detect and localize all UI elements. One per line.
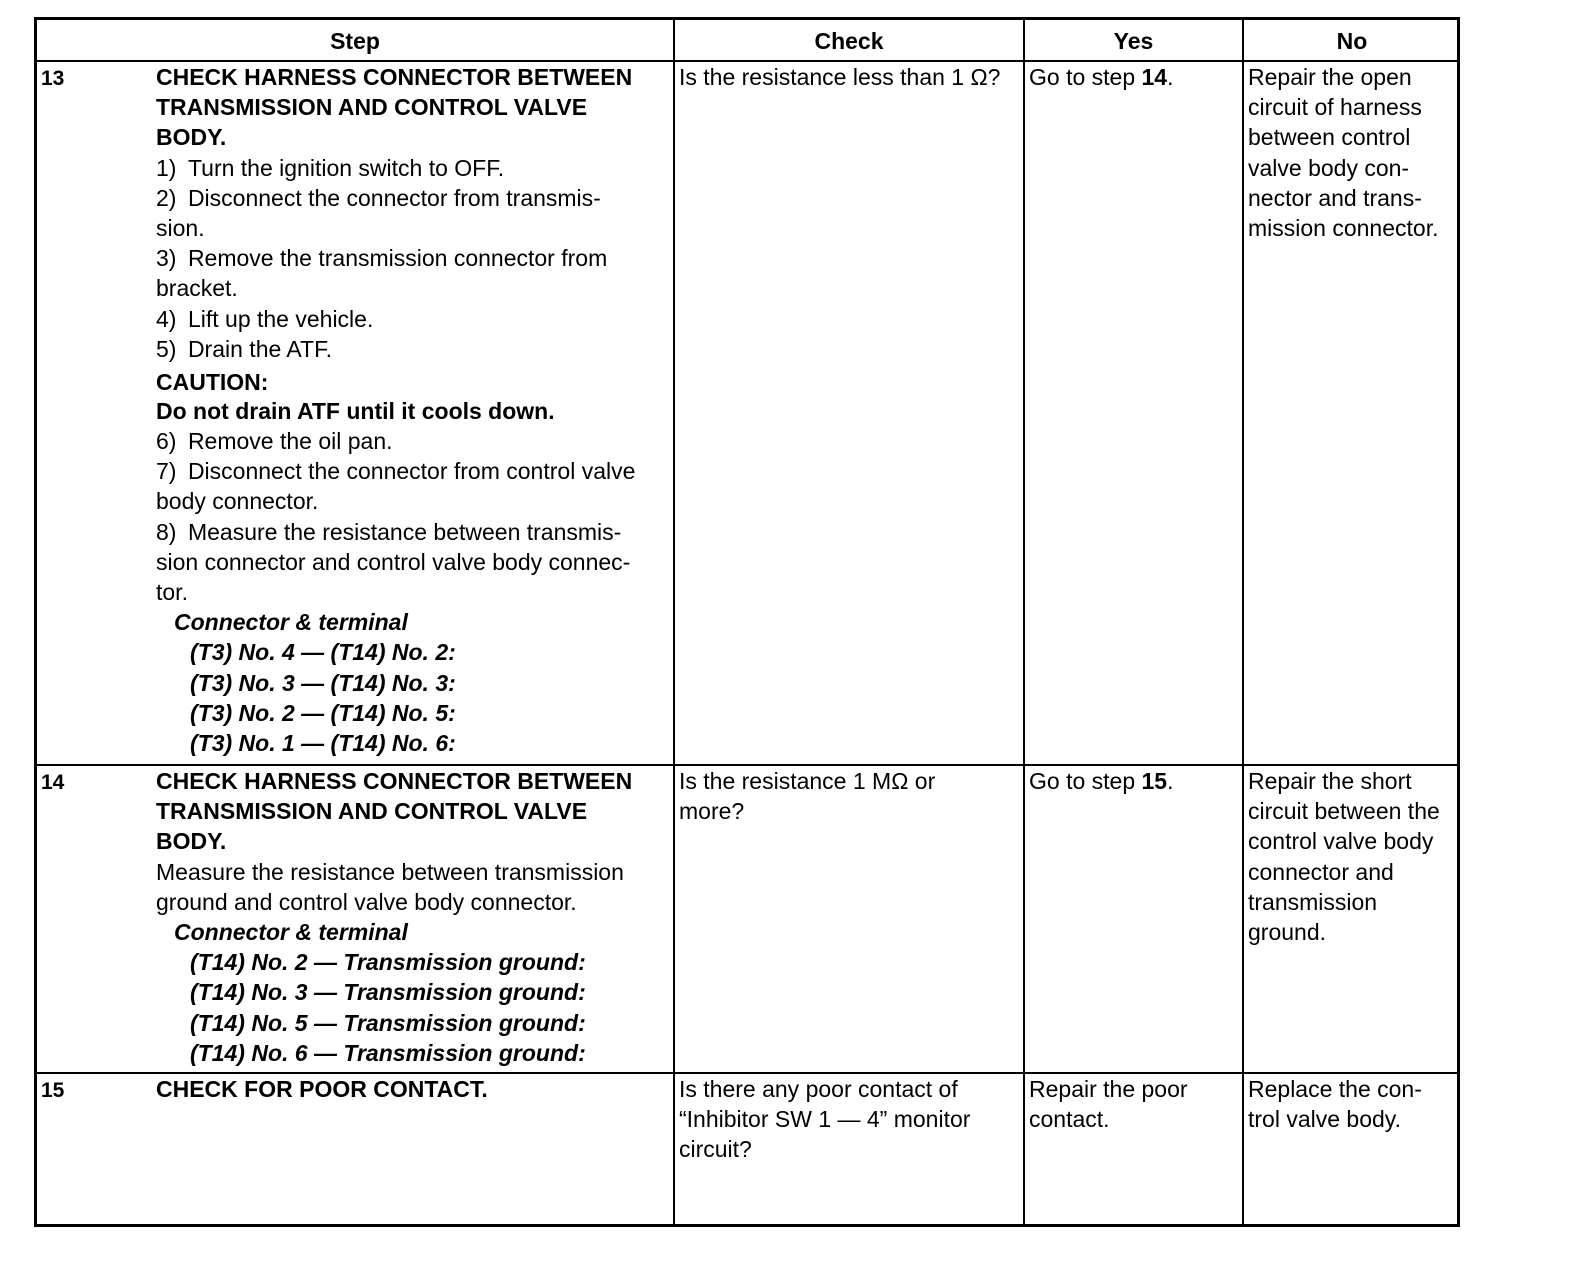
check-cell: Is the resistance less than 1 Ω? [679, 64, 1001, 90]
column-divider [1023, 20, 1025, 1224]
spec-item: (T14) No. 2 — Transmission ground: [190, 949, 586, 976]
step-link: 14 [1141, 64, 1168, 90]
no-cell: Repair the open circuit of harness between control valve body con- nector and trans- mission connector. [1248, 64, 1439, 242]
column-divider [1242, 20, 1244, 1224]
procedure-lines: Measure the resistance between transmission ground and control valve body connector. [156, 858, 624, 915]
step-title: CHECK HARNESS CONNECTOR BETWEEN TRANSMISSION AND CONTROL VALVE BODY. [156, 768, 633, 855]
spec-item: (T3) No. 1 — (T14) No. 6: [190, 730, 456, 757]
step-number: 15 [41, 1079, 65, 1102]
step-title: CHECK HARNESS CONNECTOR BETWEEN TRANSMISSION AND CONTROL VALVE BODY. [156, 64, 633, 151]
spec-item: (T14) No. 6 — Transmission ground: [190, 1039, 586, 1066]
no-cell: Replace the con- trol valve body. [1248, 1076, 1422, 1133]
step-14-content [156, 766, 671, 1068]
header-yes: Yes [1113, 28, 1154, 54]
spec-item: (T3) No. 4 — (T14) No. 2: [190, 639, 456, 666]
header-check: Check [814, 28, 884, 54]
no-cell: Repair the short circuit between the control valve body connector and transmission ground. [1248, 768, 1440, 946]
check-cell: Is there any poor contact of “Inhibitor SW 1 — 4” monitor circuit? [679, 1076, 971, 1163]
column-divider [673, 20, 675, 1224]
procedure-lines: 1) Turn the ignition switch to OFF. 2) Disconnect the connector from transmis- sion. 3) Remove the transmission connector from bracket. 4) Lift up the vehicle. 5) Drain the ATF. [156, 154, 608, 362]
spec-item: (T3) No. 2 — (T14) No. 5: [190, 699, 456, 726]
caution-block [156, 369, 671, 426]
yes-cell: Repair the poor contact. [1029, 1076, 1188, 1133]
header-no: No [1336, 28, 1368, 54]
step-number: 14 [41, 771, 65, 794]
yes-cell: Go to step 14. [1029, 64, 1174, 90]
diagnostic-table [34, 17, 1460, 1227]
spec-item: (T14) No. 3 — Transmission ground: [190, 979, 586, 1006]
caution-label: CAUTION: [156, 369, 269, 396]
procedure-lines: 6) Remove the oil pan. 7) Disconnect the connector from control valve body connector. 8) Measure the resistance between transmis- sion connector and control valve body connec- tor. [156, 428, 636, 606]
check-cell: Is the resistance 1 MΩ or more? [679, 768, 936, 825]
step-13-content [156, 62, 671, 758]
caution-text: Do not drain ATF until it cools down. [156, 398, 555, 425]
spec-label: Connector & terminal [174, 609, 408, 636]
spec-item: (T14) No. 5 — Transmission ground: [190, 1009, 586, 1036]
step-link: 15 [1141, 768, 1168, 794]
step-15-content [156, 1074, 671, 1104]
spec-item: (T3) No. 3 — (T14) No. 3: [190, 669, 456, 696]
spec-label: Connector & terminal [174, 919, 408, 946]
header-step: Step [330, 28, 380, 54]
yes-cell: Go to step 15. [1029, 768, 1174, 794]
step-title: CHECK FOR POOR CONTACT. [156, 1076, 488, 1102]
step-number: 13 [41, 67, 65, 90]
